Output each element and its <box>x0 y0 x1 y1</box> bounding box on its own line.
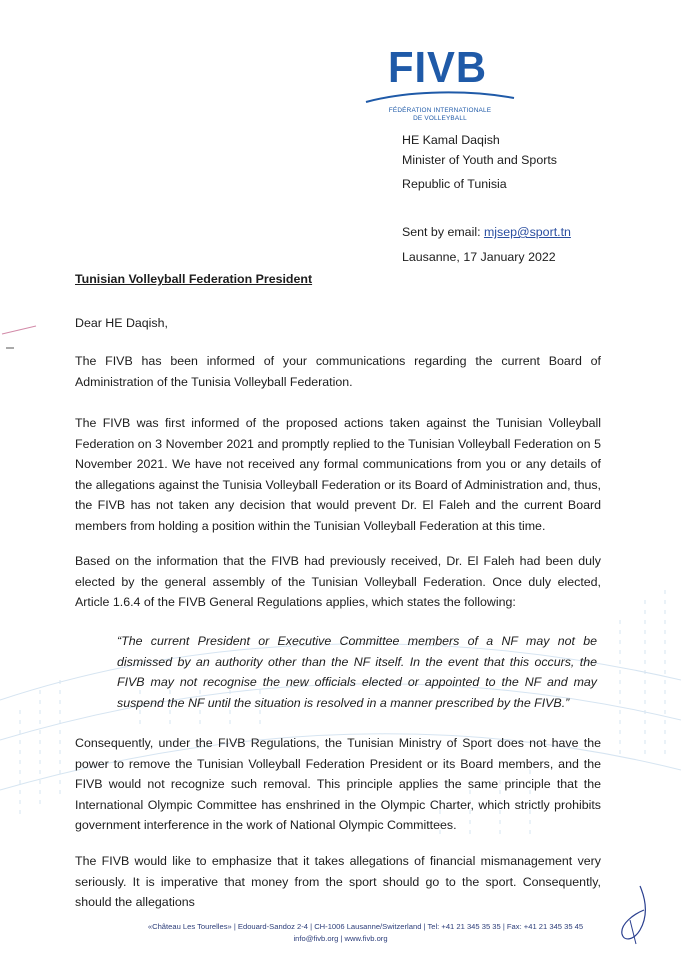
salutation: Dear HE Daqish, <box>75 316 168 330</box>
logo-org-line1: FÉDÉRATION INTERNATIONALE <box>388 107 492 114</box>
recipient-country: Republic of Tunisia <box>402 177 507 191</box>
logo-org-line2: DE VOLLEYBALL <box>413 115 467 122</box>
paragraph-3: Based on the information that the FIVB had previously received, Dr. El Faleh had been duly elected by the general assembly of the Tunisian Volleyball Federation. Once duly elected, Article 1.6.4 of the FIVB General Regulations applies, which states the following: <box>75 554 601 610</box>
paragraph-5: The FIVB would like to emphasize that it takes allegations of financial mismanagement very seriously. It is imperative that money from the sport should go to the sport. Consequently, should the allegations <box>75 854 601 910</box>
footer-contacts: info@fivb.org | www.fivb.org <box>293 934 388 943</box>
letter-subject: Tunisian Volleyball Federation President <box>75 272 313 286</box>
recipient-title: Minister of Youth and Sports <box>402 153 557 167</box>
recipient-name: HE Kamal Daqish <box>402 133 500 147</box>
paragraph-4: Consequently, under the FIVB Regulations, the Tunisian Ministry of Sport does not have the power to remove the Tunisian Volleyball Federation President or its Board members, and the FIVB would not recognize such removal. This principle applies the same principle that the International Olympic Committee has enshrined in the Olympic Charter, which strictly prohibits government interference in the work of National Olympic Committees. <box>75 736 601 833</box>
place-date: Lausanne, 17 January 2022 <box>402 250 556 264</box>
sent-by-line <box>402 224 571 240</box>
paragraph-1: The FIVB has been informed of your communications regarding the current Board of Administration of the Tunisia Volleyball Federation. <box>75 354 601 389</box>
email-link[interactable]: mjsep@sport.tn <box>483 225 571 239</box>
fivb-logo <box>360 44 520 124</box>
regulation-quote: “The current President or Executive Committee members of a NF may not be dismissed by an authority other than the NF itself. In the event that this occurs, the FIVB may not recognise the new officials elected or appointed to the NF and may suspend the NF until the situation is resolved in a manner prescribed by the FIVB.” <box>117 634 597 710</box>
footer-address-text: «Château Les Tourelles» | Edouard-Sandoz 2-4 | CH-1006 Lausanne/Switzerland | Tel: +41 21 345 35 35 | Fax: +41 21 345 35 45 <box>147 922 584 931</box>
margin-pen-mark <box>0 318 40 358</box>
logo-swoosh-icon <box>360 84 520 108</box>
paragraph-2: The FIVB was first informed of the proposed actions taken against the Tunisian Volleyball Federation on 3 November 2021 and promptly replied to the Tunisian Volleyball Federation on 5 November 2021. We have not received any formal communications from you or any details of the allegations against the Tunisia Volleyball Federation or its Board of Administration and, thus, the FIVB has not taken any decision that would prevent Dr. El Faleh and the current Board members from holding a position within the Tunisian Volleyball Federation at this time. <box>75 416 601 533</box>
sent-by-label: Sent by email: <box>402 225 484 239</box>
logo-wordmark: FIVB <box>388 43 488 92</box>
footer-address <box>0 922 681 931</box>
